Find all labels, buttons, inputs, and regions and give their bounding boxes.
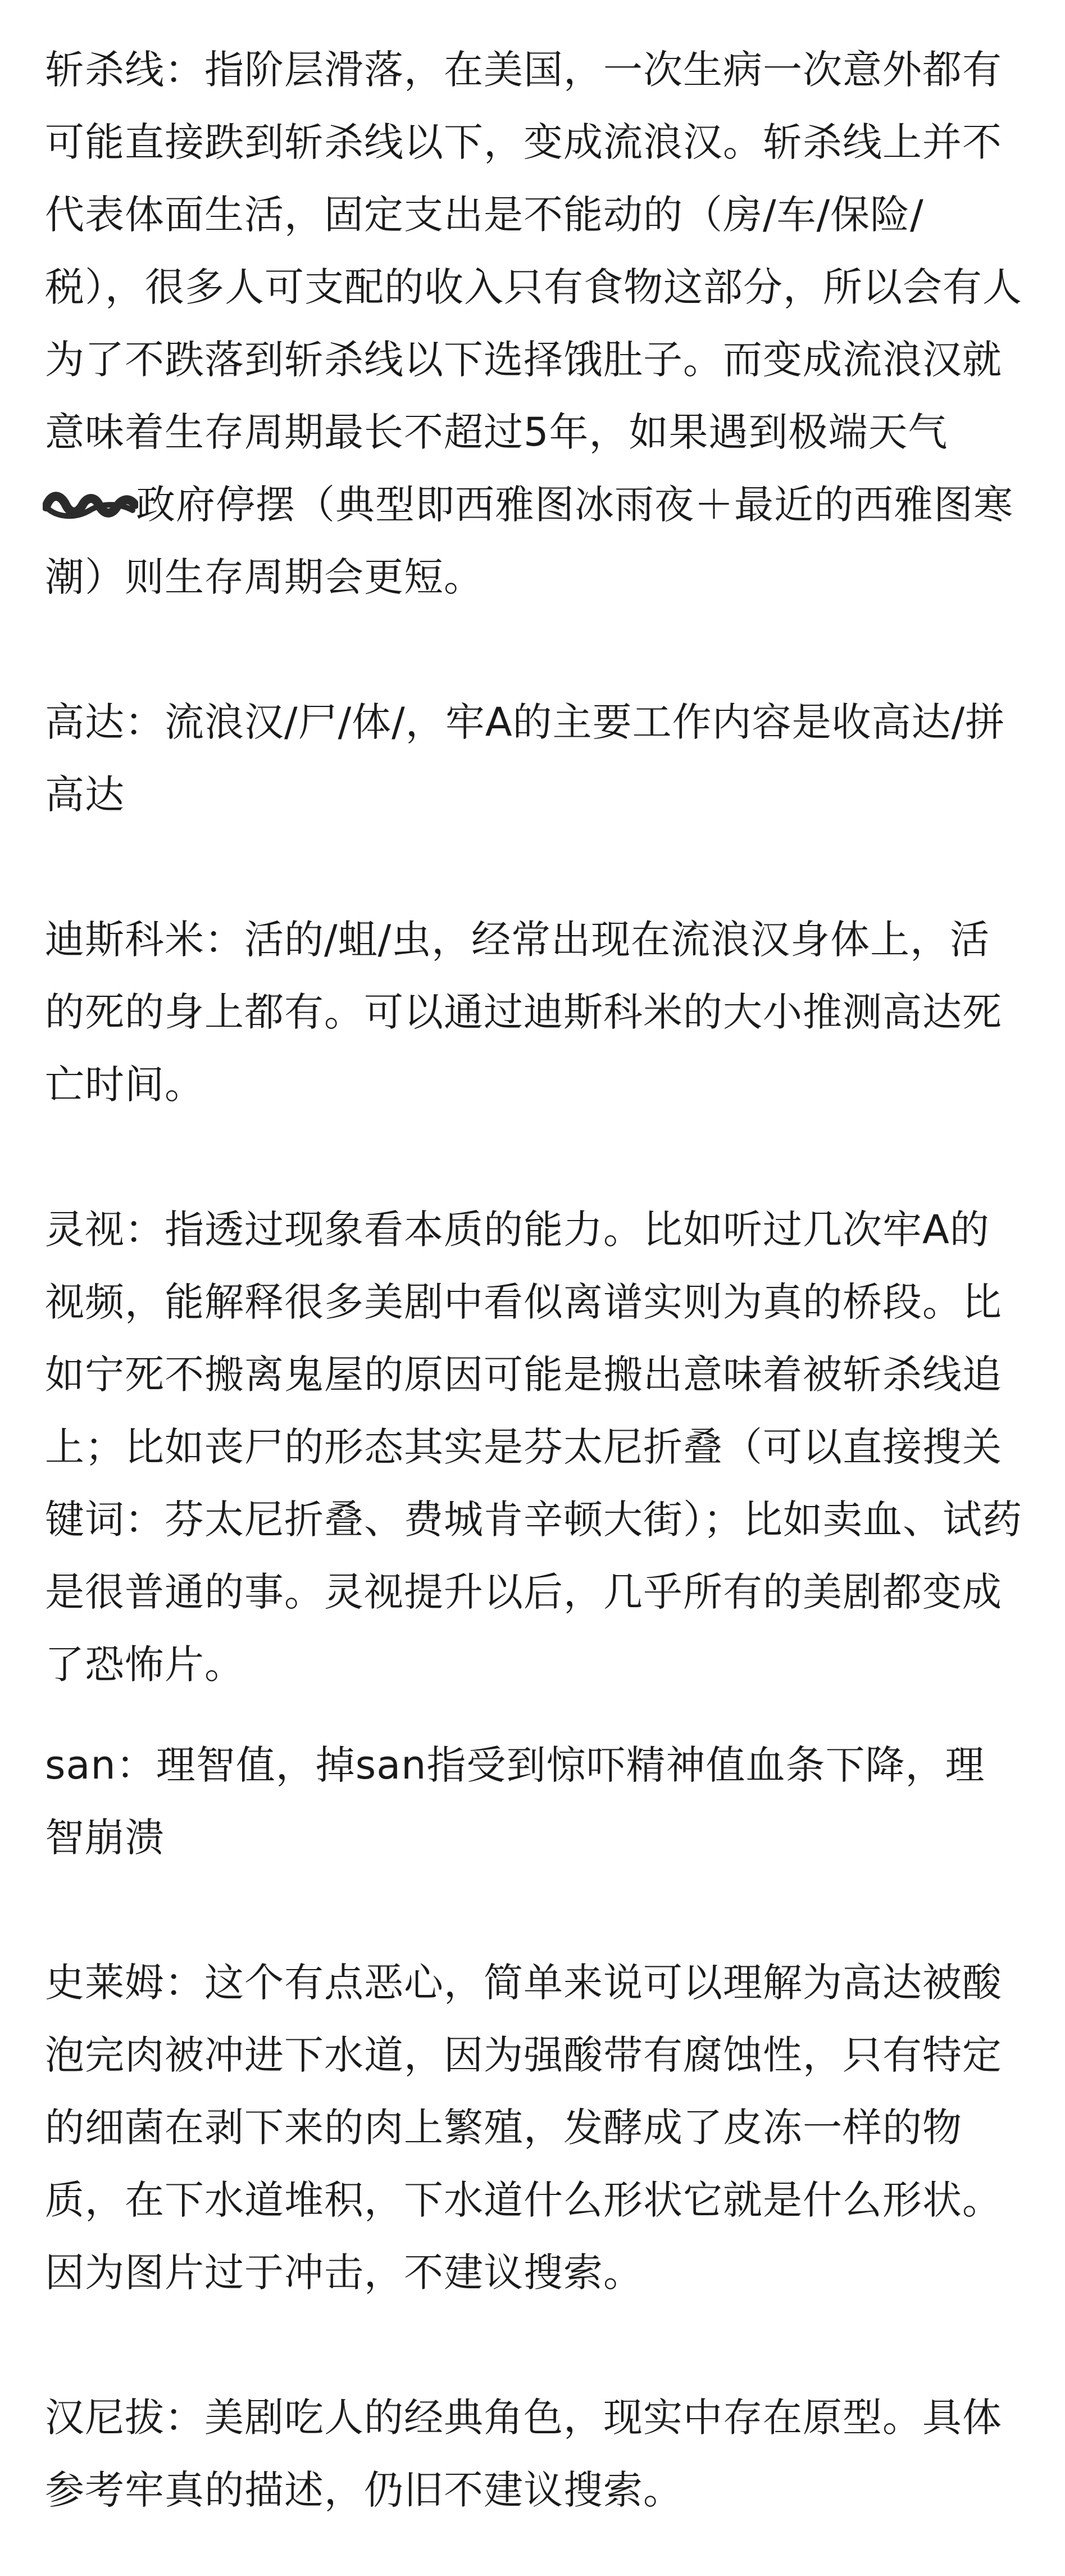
entry-gaoda: 高达：流浪汉/尸/体/，牢A的主要工作内容是收高达/拼高达 — [45, 699, 1005, 818]
redaction-scribble — [43, 490, 138, 521]
entry-zhansha — [45, 34, 1022, 614]
entry-hannibal: 汉尼拔：美剧吃人的经典角色，现实中存在原型。具体参考牢真的描述，仍旧不建议搜索。 — [45, 2394, 1002, 2513]
entry-zhansha-text-after: 政府停摆（典型即西雅图冰雨夜＋最近的西雅图寒潮）则生存周期会更短。 — [45, 482, 1013, 600]
document-body — [45, 34, 1022, 2527]
entry-shilaimu: 史莱姆：这个有点恶心，简单来说可以理解为高达被酸泡完肉被冲进下水道，因为强酸带有腐蚀性，只有特定的细菌在剥下来的肉上繁殖，发酵成了皮冻一样的物质，在下水道堆积，下水道什么形状它就是什么形状。因为图片过于冲击，不建议搜索。 — [45, 1960, 1002, 2296]
entry-zhansha-text-before: 斩杀线：指阶层滑落，在美国，一次生病一次意外都有可能直接跌到斩杀线以下，变成流浪汉。斩杀线上并不代表体面生活，固定支出是不能动的（房/车/保险/税），很多人可支配的收入只有食物这部分，所以会有人为了不跌落到斩杀线以下选择饿肚子。而变成流浪汉就意味着生存周期最长不超过5年，如果遇到极端天气 — [45, 47, 1022, 455]
entry-disikemi: 迪斯科米：活的/蛆/虫，经常出现在流浪汉身体上，活的死的身上都有。可以通过迪斯科米的大小推测高达死亡时间。 — [45, 917, 1002, 1108]
entry-san: san：理智值，掉san指受到惊吓精神值血条下降，理智崩溃 — [45, 1742, 985, 1861]
entry-lingshi: 灵视：指透过现象看本质的能力。比如听过几次牢A的视频，能解释很多美剧中看似离谱实则为真的桥段。比如宁死不搬离鬼屋的原因可能是搬出意味着被斩杀线追上；比如丧尸的形态其实是芬太尼折叠（可以直接搜关键词：芬太尼折叠、费城肯辛顿大街）；比如卖血、试药是很普通的事。灵视提升以后，几乎所有的美剧都变成了恐怖片。 — [45, 1207, 1022, 1688]
